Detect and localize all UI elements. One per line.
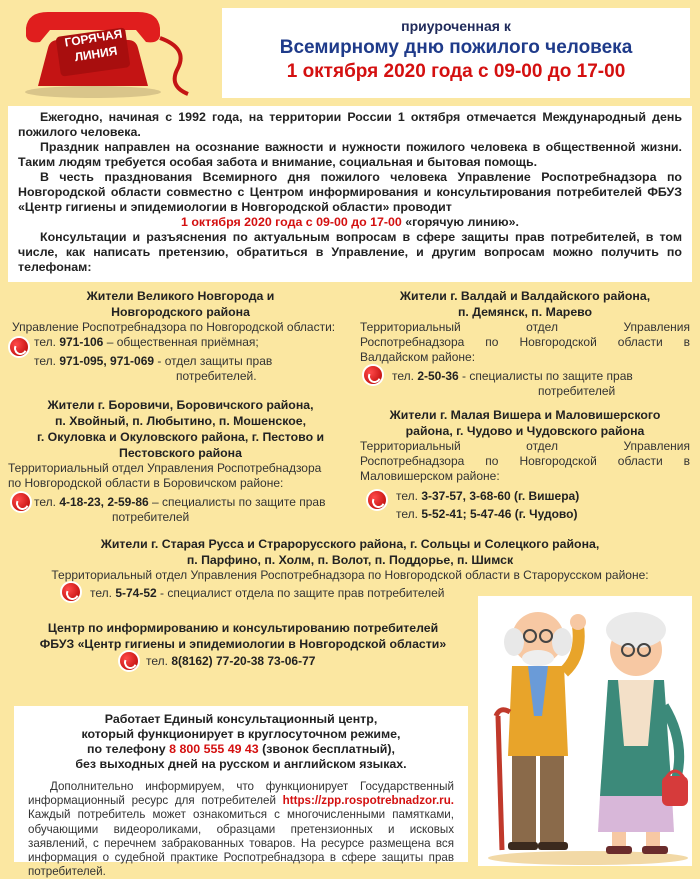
elderly-couple-icon [478,596,692,866]
region-title-line3: г. Окуловка и Окуловского района, г. Пестово и [36,430,325,444]
intro-paragraph-1: Ежегодно, начиная с 1992 года, на территории России 1 октября отмечается Международный день пожилого человека. [18,110,682,139]
region-body-1: Территориальный отдел Управления Роспотребнадзора [8,461,322,475]
region-title-line2: района, г. Чудово и Чудовского района [405,424,645,438]
region-title-line1: Центр по информированию и консультированию потребителей [47,621,439,635]
hotline-date-red: 1 октября 2020 года с 09-00 до 17-00 [181,215,402,229]
consult-phone-prefix: по телефону [87,742,170,756]
region-title-line1: Жители г. Боровичи, Боровичского района, [47,398,314,412]
intro-text-block [8,106,692,282]
consultation-box [14,706,468,879]
phone-line [8,495,353,510]
region-body-3: Маловишерском районе: [360,469,500,483]
phone-prefix: тел. [396,489,422,503]
consult-phone-number: 8 800 555 49 43 [169,742,259,756]
consult-line4: без выходных дней на русском и английском языках. [75,757,407,771]
phone-desc: - специалист отдела по защите прав потребителей [156,586,445,600]
region-title-line1: Жители г. Валдай и Валдайского района, [399,289,651,303]
phone-desc: - специалисты по защите прав [458,369,633,383]
phone-number: 3-37-57, 3-68-60 (г. Вишера) [421,489,580,503]
consult-line2: который функционирует в круглосуточном режиме, [81,727,401,741]
phone-number: 971-095, 971-069 [59,354,155,368]
phone-number: 2-50-36 [417,369,459,383]
region-title-line2: п. Хвойный, п. Любытино, п. Мошенское, [54,414,307,428]
phone-prefix: тел. [34,495,60,509]
phone-icon [120,652,138,670]
phone-number: 5-74-52 [115,586,157,600]
phone-icon [364,366,382,384]
region-title-line1: Жители г. Старая Русса и Страрорусского района, г. Сольцы и Солецкого района, [100,537,600,551]
consultation-content [14,706,468,879]
region-valdai [360,288,690,398]
phone-prefix: тел. [90,586,116,600]
phone-desc-cont: потребителей [538,384,616,398]
header-title: Всемирному дню пожилого человека [279,37,633,58]
consult-info-text [28,780,454,879]
intro-hotline-date [8,215,692,230]
region-body-1: Территориальный отдел Управления [360,320,690,334]
phone-desc-cont: потребителей. [176,369,257,383]
phone-line-2 [8,354,353,369]
region-borovichi [8,397,353,527]
region-novgorod [8,288,353,388]
region-russa [8,536,692,602]
phone-prefix: тел. [34,354,60,368]
phone-prefix: тел. [146,654,172,668]
phone-desc: – общественная приёмная; [103,335,259,349]
header-banner [222,8,690,98]
region-body-2: по Новгородской области в Боровичском районе: [8,476,284,490]
intro-paragraph-3: В честь празднования Всемирного дня пожилого человека Управление Роспотребнадзора по Новгородской области совместно с Центром информирования и консультирования потребителей ФБУЗ «Центр гигиены и эпидемиологии в Новгородской области» проводит [18,170,682,214]
elderly-couple-illustration [478,596,692,866]
region-body-3: Валдайском районе: [360,350,476,364]
consult-info-pre: Дополнительно информируем, что функционирует Государственный информационный ресурс для потребителей [28,780,454,808]
region-title-line4: Пестовского района [119,446,242,460]
phone-desc-cont: потребителей [112,510,190,524]
phone-icon [368,491,386,509]
phone-icon [62,583,80,601]
consult-line1: Работает Единый консультационный центр, [104,712,378,726]
region-title-line2: ФБУЗ «Центр гигиены и эпидемиологии в Новгородской области» [39,637,447,651]
consult-phone-note: (звонок бесплатный), [258,742,395,756]
region-body: Территориальный отдел Управления Роспотребнадзора по Новгородской области в Старорусском районе: [51,568,649,582]
region-title-line1: Жители Великого Новгорода и [86,289,275,303]
phone-number: 8(8162) 77-20-38 73-06-77 [171,654,316,668]
phone-prefix: тел. [34,335,60,349]
consult-info-post: Каждый потребитель может ознакомиться с многочисленными памятками, обучающими видеороликами, образцами претензионных и исковых заявлений, с перечнем забракованных товаров. На ресурсе размещена вся информация о судебной практике Роспотребнадзора в сфере защиты прав потребителей. [28,808,454,879]
hotline-phone-illustration [18,8,208,98]
phone-desc: – специалисты по защите прав [148,495,326,509]
region-title-line2: п. Демянск, п. Марево [457,305,593,319]
phone-line [360,369,690,384]
phone-prefix: тел. [392,369,418,383]
consult-line3 [14,742,468,757]
region-body-1: Территориальный отдел Управления [360,439,690,453]
header-date: 1 октября 2020 года с 09-00 до 17-00 [286,61,626,82]
phone-number: 971-106 [59,335,104,349]
phone-line-1 [360,489,690,504]
consult-info [14,772,468,879]
intro-paragraph-2: Праздник направлен на осознание важности и нужности пожилого человека в общественной жизни. Таким людям требуется особая забота и внимание, социальная и бытовая помощь. [18,140,682,169]
region-body-2: Роспотребнадзора по Новгородской области в [360,335,690,349]
phone-desc: - отдел защиты прав [154,354,273,368]
region-title-line2: Новгородского района [111,305,250,319]
region-body-2: Роспотребнадзора по Новгородской области в [360,454,690,468]
phone-number: 5-52-41; 5-47-46 (г. Чудово) [421,507,578,521]
phone-line-2 [360,507,690,522]
badge-line2: ЛИНИЯ [73,43,119,65]
badge-line1: ГОРЯЧАЯ [63,26,124,50]
phone-icon [12,493,30,511]
header-subtitle: приуроченная к [401,18,511,34]
region-body: Управление Роспотребнадзора по Новгородской области: [12,320,336,334]
phone-line [8,654,478,669]
phone-icon [10,338,28,356]
phone-line-1 [8,335,353,350]
intro-paragraph-5: Консультации и разъяснения по актуальным вопросам в сфере защиты прав потребителей, в том числе, как написать претензию, обратиться в Управление, и другим вопросам можно получить по телефонам: [18,230,682,274]
region-center [8,620,478,672]
zpp-link[interactable]: https://zpp.rospotrebnadzor.ru. [282,794,454,808]
hotline-label: «горячую линию». [401,215,519,229]
region-title-line1: Жители г. Малая Вишера и Маловишерского [389,408,661,422]
region-title-line2: п. Парфино, п. Холм, п. Волот, п. Поддорье, п. Шимск [186,553,514,567]
phone-prefix: тел. [396,507,422,521]
region-vishera [360,407,690,527]
phone-number: 4-18-23, 2-59-86 [59,495,149,509]
